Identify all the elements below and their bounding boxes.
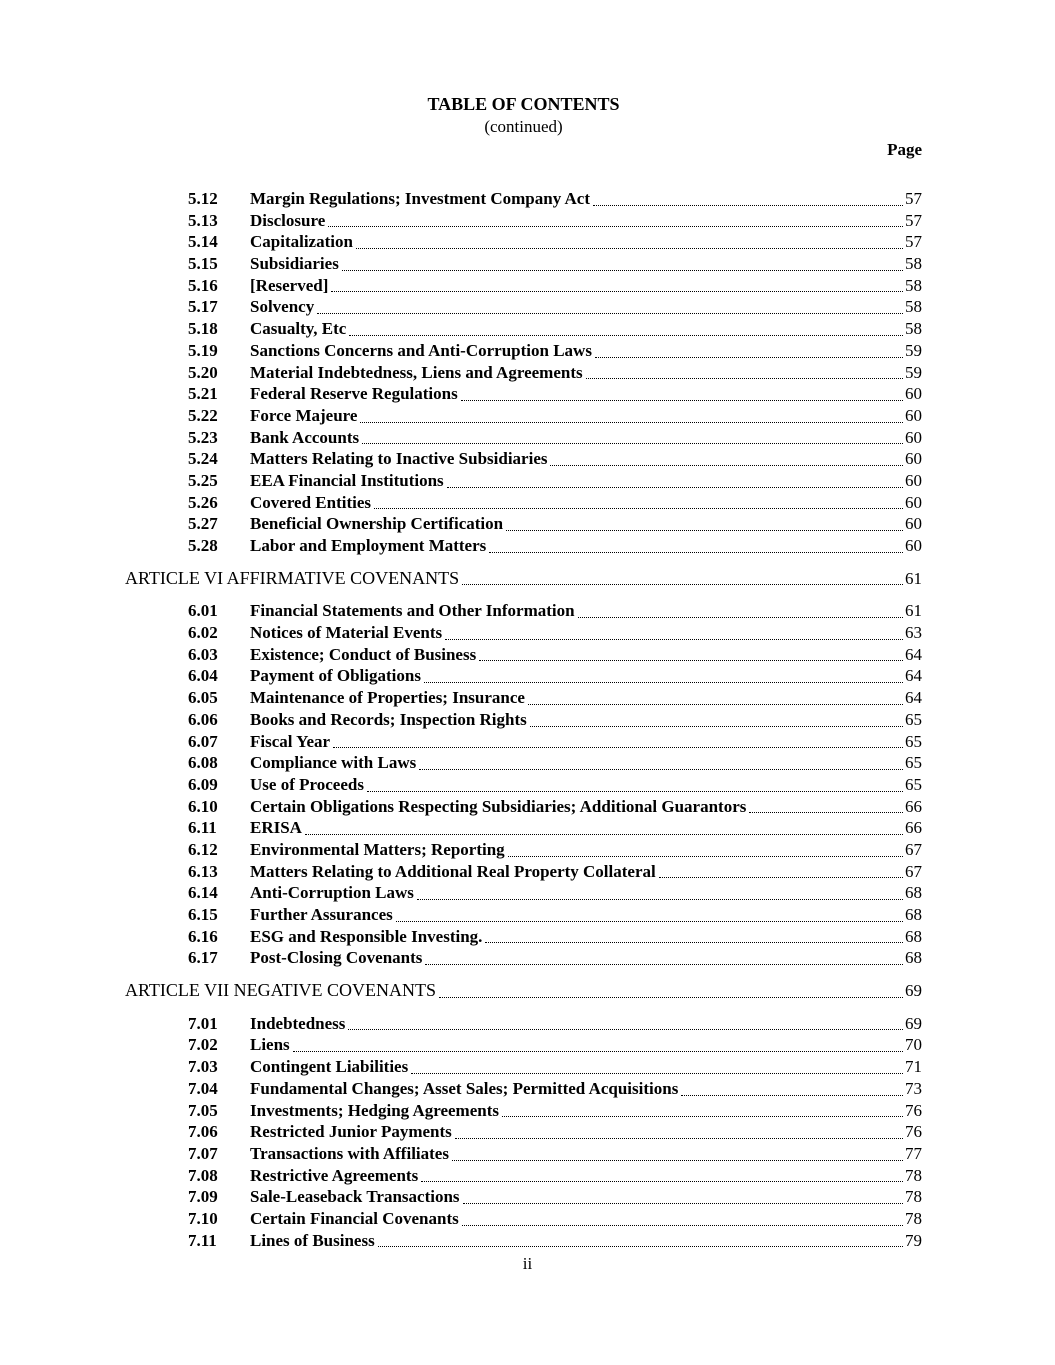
dot-leader <box>489 552 903 553</box>
entry-title: Certain Obligations Respecting Subsidiaries; Additional Guarantors <box>250 796 747 816</box>
toc-entry <box>125 1013 922 1035</box>
toc-entry <box>125 492 922 514</box>
dot-leader <box>360 422 903 423</box>
entry-page: 63 <box>905 623 922 643</box>
toc-entry <box>125 926 922 948</box>
entry-title: Covered Entities <box>250 492 372 512</box>
toc-entry <box>125 1143 922 1165</box>
entry-page: 67 <box>905 839 922 859</box>
entry-title: ARTICLE VII NEGATIVE COVENANTS <box>125 980 437 1001</box>
entry-title: Financial Statements and Other Information <box>250 601 575 621</box>
entry-title: Material Indebtedness, Liens and Agreements <box>250 362 583 382</box>
dot-leader <box>356 248 903 249</box>
entry-page: 68 <box>905 883 922 903</box>
entry-page: 61 <box>905 568 922 588</box>
toc-entry <box>125 427 922 449</box>
dot-leader <box>659 877 903 878</box>
toc-entry <box>125 1078 922 1100</box>
entry-title: Matters Relating to Inactive Subsidiaries <box>250 449 548 469</box>
toc-entry <box>125 1186 922 1208</box>
dot-leader <box>396 921 903 922</box>
entry-page: 79 <box>905 1230 922 1250</box>
page-column-label: Page <box>887 140 922 159</box>
dot-leader <box>528 704 903 705</box>
dot-leader <box>317 313 903 314</box>
entry-number: 7.10 <box>188 1208 218 1228</box>
toc-entry <box>125 296 922 318</box>
entry-title: Solvency <box>250 297 315 317</box>
dot-leader <box>328 226 903 227</box>
dot-leader <box>593 205 903 206</box>
entry-title: Anti-Corruption Laws <box>250 883 414 903</box>
entry-page: 60 <box>905 384 922 404</box>
entry-page: 71 <box>905 1057 922 1077</box>
toc-entry <box>125 1121 922 1143</box>
entry-page: 76 <box>905 1100 922 1120</box>
toc-entry <box>125 665 922 687</box>
dot-leader <box>305 834 903 835</box>
entry-title: Labor and Employment Matters <box>250 536 487 555</box>
entry-number: 6.09 <box>188 774 218 794</box>
entry-number: 5.24 <box>188 449 218 469</box>
entry-page: 78 <box>905 1208 922 1228</box>
dot-leader <box>578 617 903 618</box>
entry-page: 69 <box>905 1013 922 1033</box>
footer-page-number: ii <box>522 1254 533 1273</box>
entry-page: 60 <box>905 405 922 425</box>
entry-number: 6.02 <box>188 623 218 643</box>
entry-number: 6.05 <box>188 688 218 708</box>
entry-title: Disclosure <box>250 210 326 230</box>
entry-title: Contingent Liabilities <box>250 1057 409 1077</box>
entry-page: 64 <box>905 644 922 664</box>
entry-number: 6.03 <box>188 644 218 664</box>
dot-leader <box>367 791 903 792</box>
entry-page: 58 <box>905 254 922 274</box>
entry-number: 6.08 <box>188 753 218 773</box>
entry-title: Bank Accounts <box>250 427 360 447</box>
entry-page: 73 <box>905 1078 922 1098</box>
entry-page: 61 <box>905 601 922 621</box>
toc-entry <box>125 796 922 818</box>
toc-entry <box>125 687 922 709</box>
entry-title: Indebtedness <box>250 1013 346 1033</box>
entry-page: 70 <box>905 1035 922 1055</box>
entry-number: 7.07 <box>188 1143 218 1163</box>
toc-entry <box>125 882 922 904</box>
dot-leader <box>333 747 903 748</box>
entry-title: Subsidiaries <box>250 254 339 274</box>
entry-page: 77 <box>905 1143 922 1163</box>
page-title: TABLE OF CONTENTS <box>427 94 620 114</box>
dot-leader <box>424 682 903 683</box>
entry-page: 65 <box>905 753 922 773</box>
toc-entry <box>125 1034 922 1056</box>
entry-title: Beneficial Ownership Certification <box>250 514 504 534</box>
dot-leader <box>331 291 903 292</box>
toc-article-heading <box>125 568 922 590</box>
dot-leader <box>419 769 903 770</box>
entry-title: Federal Reserve Regulations <box>250 384 458 404</box>
entry-title: Use of Proceeds <box>250 774 364 794</box>
entry-title: Certain Financial Covenants <box>250 1208 459 1228</box>
entry-page: 59 <box>905 362 922 382</box>
entry-number: 7.08 <box>188 1165 218 1185</box>
dot-leader <box>378 1246 903 1247</box>
entry-page: 65 <box>905 731 922 751</box>
entry-title: Further Assurances <box>250 905 393 924</box>
entry-title: EEA Financial Institutions <box>250 470 444 490</box>
entry-page: 60 <box>905 492 922 512</box>
entry-number: 5.27 <box>188 514 218 534</box>
toc-entry <box>125 1100 922 1122</box>
entry-number: 7.11 <box>188 1230 217 1250</box>
dot-leader <box>485 942 903 943</box>
entry-number: 6.11 <box>188 818 217 838</box>
entry-page: 57 <box>905 232 922 252</box>
entry-page: 57 <box>905 210 922 230</box>
entry-page: 60 <box>905 427 922 447</box>
entry-page: 60 <box>905 514 922 534</box>
dot-leader <box>293 1051 903 1052</box>
entry-title: Payment of Obligations <box>250 666 421 686</box>
dot-leader <box>479 660 903 661</box>
entry-page: 60 <box>905 449 922 469</box>
entry-page: 58 <box>905 275 922 295</box>
toc-entry <box>125 535 922 557</box>
entry-page: 68 <box>905 926 922 946</box>
entry-number: 5.21 <box>188 384 218 404</box>
dot-leader <box>586 378 903 379</box>
entry-title: Sanctions Concerns and Anti-Corruption Laws <box>250 340 592 360</box>
dot-leader <box>348 1029 903 1030</box>
entry-title: Post-Closing Covenants <box>250 948 423 968</box>
entry-title: Existence; Conduct of Business <box>250 644 477 664</box>
dot-leader <box>502 1116 903 1117</box>
toc-entry <box>125 275 922 297</box>
entry-page: 57 <box>905 189 922 208</box>
dot-leader <box>506 530 903 531</box>
entry-page: 65 <box>905 709 922 729</box>
entry-title: Liens <box>250 1035 290 1055</box>
entry-title: Restrictive Agreements <box>250 1165 419 1185</box>
toc-entry <box>125 904 922 926</box>
toc-entry <box>125 188 922 210</box>
toc-entry <box>125 253 922 275</box>
dot-leader <box>411 1073 903 1074</box>
toc-entry <box>125 318 922 340</box>
dot-leader <box>421 1181 903 1182</box>
entry-number: 5.22 <box>188 405 218 425</box>
entry-number: 5.15 <box>188 254 218 274</box>
entry-page: 64 <box>905 688 922 708</box>
entry-title: Books and Records; Inspection Rights <box>250 709 527 729</box>
entry-page: 58 <box>905 297 922 317</box>
toc-entry <box>125 839 922 861</box>
entry-number: 6.10 <box>188 796 218 816</box>
entry-page: 78 <box>905 1187 922 1207</box>
entry-title: Notices of Material Events <box>250 623 443 643</box>
entry-title: Fiscal Year <box>250 731 331 751</box>
toc-entry <box>125 600 922 622</box>
entry-page: 60 <box>905 536 922 555</box>
entry-page: 58 <box>905 319 922 339</box>
entry-number: 5.16 <box>188 275 218 295</box>
toc-entry <box>125 731 922 753</box>
toc-entry <box>125 644 922 666</box>
entry-title: Environmental Matters; Reporting <box>250 839 505 859</box>
entry-title: Fundamental Changes; Asset Sales; Permitted Acquisitions <box>250 1078 679 1098</box>
entry-page: 68 <box>905 905 922 924</box>
entry-number: 5.23 <box>188 427 218 447</box>
dot-leader <box>447 487 903 488</box>
dot-leader <box>508 856 903 857</box>
entry-page: 68 <box>905 948 922 968</box>
dot-leader <box>425 964 903 965</box>
toc-entry <box>125 1056 922 1078</box>
toc-entry <box>125 752 922 774</box>
toc-entry <box>125 448 922 470</box>
dot-leader <box>452 1160 903 1161</box>
entry-number: 5.18 <box>188 319 218 339</box>
dot-leader <box>362 443 903 444</box>
entry-number: 7.01 <box>188 1013 218 1033</box>
entry-page: 59 <box>905 340 922 360</box>
dot-leader <box>550 465 903 466</box>
toc-entry <box>125 1165 922 1187</box>
toc-entry <box>125 513 922 535</box>
entry-title: ESG and Responsible Investing. <box>250 926 483 946</box>
toc-entry <box>125 210 922 232</box>
toc-entry <box>125 947 922 969</box>
entry-title: Matters Relating to Additional Real Property Collateral <box>250 861 656 881</box>
entry-page: 76 <box>905 1122 922 1142</box>
entry-number: 6.06 <box>188 709 218 729</box>
dot-leader <box>374 508 903 509</box>
dot-leader <box>342 270 903 271</box>
entry-title: Compliance with Laws <box>250 753 417 773</box>
dot-leader <box>417 899 903 900</box>
entry-number: 7.04 <box>188 1078 218 1098</box>
dot-leader <box>530 726 903 727</box>
entry-number: 5.26 <box>188 492 218 512</box>
entry-number: 7.09 <box>188 1187 218 1207</box>
entry-title: Force Majeure <box>250 405 358 425</box>
page-subtitle: (continued) <box>484 117 563 136</box>
entry-title: Capitalization <box>250 232 353 252</box>
dot-leader <box>349 335 903 336</box>
toc-article-heading <box>125 980 922 1002</box>
entry-number: 5.17 <box>188 297 218 317</box>
entry-title: ARTICLE VI AFFIRMATIVE COVENANTS <box>125 567 460 588</box>
entry-number: 6.04 <box>188 666 218 686</box>
entry-number: 6.13 <box>188 861 218 881</box>
entry-page: 66 <box>905 818 922 838</box>
entry-number: 6.16 <box>188 926 218 946</box>
entry-number: 5.13 <box>188 210 218 230</box>
toc-entry <box>125 340 922 362</box>
toc-list <box>125 188 922 1251</box>
entry-page: 65 <box>905 774 922 794</box>
entry-number: 5.25 <box>188 470 218 490</box>
toc-entry <box>125 861 922 883</box>
entry-number: 5.20 <box>188 362 218 382</box>
dot-leader <box>749 812 903 813</box>
entry-number: 7.06 <box>188 1122 218 1142</box>
toc-entry <box>125 1230 922 1252</box>
entry-number: 6.07 <box>188 731 218 751</box>
toc-entry <box>125 1208 922 1230</box>
entry-page: 69 <box>905 981 922 1001</box>
entry-number: 6.17 <box>188 948 218 968</box>
entry-number: 6.15 <box>188 905 218 924</box>
toc-entry <box>125 709 922 731</box>
toc-entry <box>125 774 922 796</box>
dot-leader <box>595 357 903 358</box>
entry-number: 5.19 <box>188 340 218 360</box>
entry-number: 7.05 <box>188 1100 218 1120</box>
entry-title: ERISA <box>250 818 302 838</box>
entry-number: 6.14 <box>188 883 218 903</box>
entry-page: 78 <box>905 1165 922 1185</box>
toc-entry <box>125 383 922 405</box>
entry-title: Lines of Business <box>250 1230 375 1250</box>
dot-leader <box>462 1225 903 1226</box>
entry-page: 67 <box>905 861 922 881</box>
dot-leader <box>681 1095 903 1096</box>
entry-number: 7.03 <box>188 1057 218 1077</box>
entry-title: [Reserved] <box>250 275 329 295</box>
dot-leader <box>445 639 903 640</box>
entry-number: 5.12 <box>188 189 218 208</box>
toc-entry <box>125 231 922 253</box>
dot-leader <box>462 584 903 585</box>
entry-number: 5.28 <box>188 536 218 555</box>
toc-entry <box>125 817 922 839</box>
entry-title: Maintenance of Properties; Insurance <box>250 688 525 708</box>
entry-page: 66 <box>905 796 922 816</box>
toc-entry <box>125 470 922 492</box>
entry-page: 64 <box>905 666 922 686</box>
entry-title: Investments; Hedging Agreements <box>250 1100 499 1120</box>
entry-title: Casualty, Etc <box>250 319 347 339</box>
dot-leader <box>439 997 903 998</box>
toc-entry <box>125 622 922 644</box>
entry-number: 6.01 <box>188 601 218 621</box>
dot-leader <box>461 400 903 401</box>
entry-title: Restricted Junior Payments <box>250 1122 452 1142</box>
toc-entry <box>125 362 922 384</box>
entry-title: Transactions with Affiliates <box>250 1143 449 1163</box>
entry-page: 60 <box>905 470 922 490</box>
entry-title: Sale-Leaseback Transactions <box>250 1187 460 1207</box>
dot-leader <box>463 1203 903 1204</box>
entry-number: 7.02 <box>188 1035 218 1055</box>
entry-title: Margin Regulations; Investment Company Act <box>250 189 590 208</box>
toc-entry <box>125 405 922 427</box>
dot-leader <box>455 1138 903 1139</box>
entry-number: 5.14 <box>188 232 218 252</box>
entry-number: 6.12 <box>188 839 218 859</box>
